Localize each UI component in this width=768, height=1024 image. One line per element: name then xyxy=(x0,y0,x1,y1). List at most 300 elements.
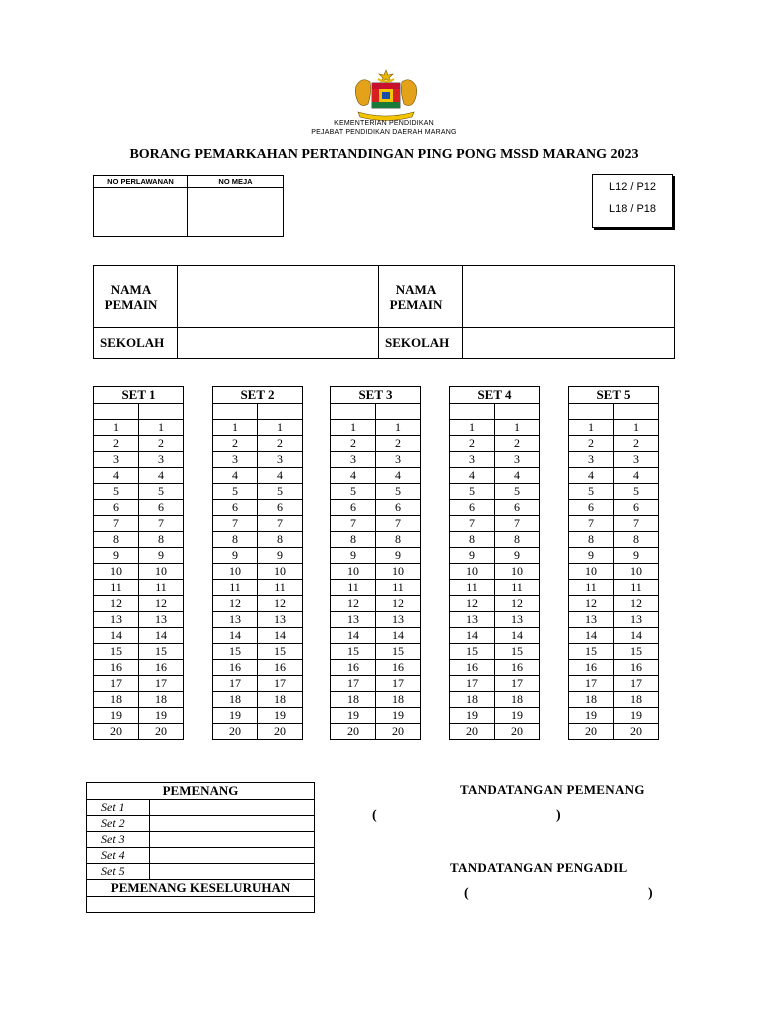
winner-set-5-field[interactable] xyxy=(150,864,315,880)
player1-point-cell[interactable]: 19 xyxy=(331,708,376,724)
player1-point-cell[interactable]: 5 xyxy=(213,484,258,500)
player1-point-cell[interactable]: 2 xyxy=(450,436,495,452)
player1-point-cell[interactable]: 9 xyxy=(94,548,139,564)
match-no-header: NO PERLAWANAN xyxy=(94,176,188,188)
point-row xyxy=(94,452,184,468)
player2-point-cell[interactable]: 14 xyxy=(376,628,421,644)
player2-score-header[interactable] xyxy=(495,404,540,420)
point-row xyxy=(213,644,303,660)
player1-point-cell[interactable]: 17 xyxy=(94,676,139,692)
match-no-field[interactable] xyxy=(94,188,188,237)
player2-point-cell[interactable]: 20 xyxy=(495,724,540,740)
player1-score-header[interactable] xyxy=(331,404,376,420)
point-row xyxy=(213,500,303,516)
player1-point-cell[interactable]: 16 xyxy=(94,660,139,676)
point-row xyxy=(569,692,659,708)
player1-point-cell[interactable]: 8 xyxy=(331,532,376,548)
player1-point-cell[interactable]: 7 xyxy=(331,516,376,532)
player2-point-cell[interactable]: 8 xyxy=(139,532,184,548)
player1-point-cell[interactable]: 3 xyxy=(94,452,139,468)
player2-point-cell[interactable]: 4 xyxy=(614,468,659,484)
point-row xyxy=(331,420,421,436)
player1-school-field[interactable] xyxy=(178,328,379,359)
player2-point-cell[interactable]: 20 xyxy=(139,724,184,740)
player2-point-cell[interactable]: 10 xyxy=(614,564,659,580)
player1-point-cell[interactable]: 16 xyxy=(569,660,614,676)
player1-point-cell[interactable]: 10 xyxy=(331,564,376,580)
player2-point-cell[interactable]: 9 xyxy=(495,548,540,564)
set-5-table xyxy=(568,386,659,740)
player2-point-cell[interactable]: 14 xyxy=(614,628,659,644)
player2-point-cell[interactable]: 19 xyxy=(614,708,659,724)
point-row xyxy=(213,516,303,532)
point-row xyxy=(450,484,540,500)
player2-point-cell[interactable]: 3 xyxy=(495,452,540,468)
player1-point-cell[interactable]: 12 xyxy=(94,596,139,612)
point-row xyxy=(331,532,421,548)
player2-point-cell[interactable]: 13 xyxy=(258,612,303,628)
set-3-table xyxy=(330,386,421,740)
player2-point-cell[interactable]: 11 xyxy=(376,580,421,596)
winner-set-4-field[interactable] xyxy=(150,848,315,864)
player1-point-cell[interactable]: 9 xyxy=(213,548,258,564)
player2-point-cell[interactable]: 16 xyxy=(614,660,659,676)
player1-point-cell[interactable]: 1 xyxy=(450,420,495,436)
point-row xyxy=(450,708,540,724)
point-row xyxy=(569,564,659,580)
player2-point-cell[interactable]: 14 xyxy=(139,628,184,644)
player2-point-cell[interactable]: 3 xyxy=(614,452,659,468)
player1-point-cell[interactable]: 15 xyxy=(94,644,139,660)
player1-point-cell[interactable]: 10 xyxy=(94,564,139,580)
player2-point-cell[interactable]: 10 xyxy=(258,564,303,580)
player1-point-cell[interactable]: 8 xyxy=(213,532,258,548)
player2-point-cell[interactable]: 8 xyxy=(614,532,659,548)
player2-point-cell[interactable]: 4 xyxy=(495,468,540,484)
player2-point-cell[interactable]: 1 xyxy=(614,420,659,436)
point-row xyxy=(450,628,540,644)
player1-point-cell[interactable]: 19 xyxy=(569,708,614,724)
player1-point-cell[interactable]: 5 xyxy=(331,484,376,500)
player1-point-cell[interactable]: 3 xyxy=(450,452,495,468)
player2-point-cell[interactable]: 9 xyxy=(139,548,184,564)
player1-point-cell[interactable]: 18 xyxy=(94,692,139,708)
player2-score-header[interactable] xyxy=(258,404,303,420)
player2-point-cell[interactable]: 5 xyxy=(495,484,540,500)
player2-point-cell[interactable]: 13 xyxy=(376,612,421,628)
player1-name-field[interactable] xyxy=(178,266,379,328)
player-table xyxy=(93,265,675,359)
player2-point-cell[interactable]: 6 xyxy=(139,500,184,516)
player1-point-cell[interactable]: 5 xyxy=(450,484,495,500)
player1-score-header[interactable] xyxy=(569,404,614,420)
player2-point-cell[interactable]: 20 xyxy=(376,724,421,740)
player2-point-cell[interactable]: 18 xyxy=(139,692,184,708)
player1-point-cell[interactable]: 18 xyxy=(450,692,495,708)
player1-point-cell[interactable]: 1 xyxy=(569,420,614,436)
referee-signature-field[interactable] xyxy=(477,886,642,904)
player1-score-header[interactable] xyxy=(94,404,139,420)
point-row xyxy=(94,676,184,692)
player2-point-cell[interactable]: 6 xyxy=(614,500,659,516)
player1-point-cell[interactable]: 2 xyxy=(569,436,614,452)
player2-point-cell[interactable]: 4 xyxy=(139,468,184,484)
player1-point-cell[interactable]: 4 xyxy=(450,468,495,484)
player2-score-header[interactable] xyxy=(614,404,659,420)
player1-point-cell[interactable]: 12 xyxy=(569,596,614,612)
player2-point-cell[interactable]: 5 xyxy=(258,484,303,500)
point-row xyxy=(94,516,184,532)
point-row xyxy=(94,564,184,580)
player1-point-cell[interactable]: 20 xyxy=(94,724,139,740)
winner-set-2-field[interactable] xyxy=(150,816,315,832)
player1-point-cell[interactable]: 6 xyxy=(94,500,139,516)
player2-point-cell[interactable]: 20 xyxy=(258,724,303,740)
player2-point-cell[interactable]: 20 xyxy=(614,724,659,740)
player1-point-cell[interactable]: 10 xyxy=(450,564,495,580)
player2-point-cell[interactable]: 7 xyxy=(495,516,540,532)
player1-point-cell[interactable]: 6 xyxy=(213,500,258,516)
player2-score-header[interactable] xyxy=(139,404,184,420)
player1-point-cell[interactable]: 2 xyxy=(213,436,258,452)
player1-point-cell[interactable]: 14 xyxy=(94,628,139,644)
player2-point-cell[interactable]: 19 xyxy=(495,708,540,724)
player2-point-cell[interactable]: 19 xyxy=(258,708,303,724)
player1-point-cell[interactable]: 18 xyxy=(569,692,614,708)
point-row xyxy=(331,500,421,516)
player1-point-cell[interactable]: 20 xyxy=(213,724,258,740)
point-row xyxy=(331,660,421,676)
point-row xyxy=(94,724,184,740)
player1-point-cell[interactable]: 4 xyxy=(213,468,258,484)
player1-point-cell[interactable]: 6 xyxy=(569,500,614,516)
player1-point-cell[interactable]: 16 xyxy=(213,660,258,676)
player2-point-cell[interactable]: 2 xyxy=(139,436,184,452)
overall-winner-label: PEMENANG KESELURUHAN xyxy=(87,880,315,897)
player2-point-cell[interactable]: 12 xyxy=(258,596,303,612)
set-heading: SET 2 xyxy=(213,387,303,404)
point-row xyxy=(213,548,303,564)
player2-point-cell[interactable]: 10 xyxy=(139,564,184,580)
player1-point-cell[interactable]: 4 xyxy=(331,468,376,484)
player1-point-cell[interactable]: 7 xyxy=(213,516,258,532)
player1-score-header[interactable] xyxy=(450,404,495,420)
player1-point-cell[interactable]: 15 xyxy=(213,644,258,660)
player2-point-cell[interactable]: 2 xyxy=(258,436,303,452)
player2-point-cell[interactable]: 9 xyxy=(614,548,659,564)
player2-point-cell[interactable]: 11 xyxy=(495,580,540,596)
player1-point-cell[interactable]: 3 xyxy=(331,452,376,468)
player2-point-cell[interactable]: 17 xyxy=(614,676,659,692)
player1-point-cell[interactable]: 15 xyxy=(450,644,495,660)
winner-set-3-label: Set 3 xyxy=(87,832,150,848)
player2-point-cell[interactable]: 1 xyxy=(495,420,540,436)
player2-point-cell[interactable]: 19 xyxy=(376,708,421,724)
point-row xyxy=(331,596,421,612)
player1-point-cell[interactable]: 9 xyxy=(331,548,376,564)
player1-point-cell[interactable]: 14 xyxy=(331,628,376,644)
point-row xyxy=(331,724,421,740)
player2-point-cell[interactable]: 11 xyxy=(258,580,303,596)
player1-point-cell[interactable]: 11 xyxy=(94,580,139,596)
player2-point-cell[interactable]: 18 xyxy=(258,692,303,708)
player1-point-cell[interactable]: 8 xyxy=(94,532,139,548)
point-row xyxy=(569,580,659,596)
player2-point-cell[interactable]: 18 xyxy=(376,692,421,708)
crest-logo xyxy=(348,68,424,122)
point-row xyxy=(569,660,659,676)
player2-point-cell[interactable]: 11 xyxy=(139,580,184,596)
set-4-table xyxy=(449,386,540,740)
player1-point-cell[interactable]: 11 xyxy=(213,580,258,596)
player2-name-label xyxy=(379,266,463,328)
player2-point-cell[interactable]: 1 xyxy=(376,420,421,436)
table-no-field[interactable] xyxy=(188,188,284,237)
player1-point-cell[interactable]: 3 xyxy=(569,452,614,468)
player1-point-cell[interactable]: 14 xyxy=(450,628,495,644)
player2-point-cell[interactable]: 13 xyxy=(495,612,540,628)
player2-point-cell[interactable]: 5 xyxy=(376,484,421,500)
player1-school-label: SEKOLAH xyxy=(94,328,178,359)
player1-point-cell[interactable]: 7 xyxy=(569,516,614,532)
player2-point-cell[interactable]: 7 xyxy=(258,516,303,532)
player2-point-cell[interactable]: 1 xyxy=(139,420,184,436)
player2-point-cell[interactable]: 15 xyxy=(495,644,540,660)
player2-point-cell[interactable]: 9 xyxy=(376,548,421,564)
player1-point-cell[interactable]: 10 xyxy=(569,564,614,580)
point-row xyxy=(213,612,303,628)
player2-name-field[interactable] xyxy=(463,266,675,328)
point-row xyxy=(450,580,540,596)
player1-point-cell[interactable]: 8 xyxy=(450,532,495,548)
player2-point-cell[interactable]: 2 xyxy=(614,436,659,452)
point-row xyxy=(331,484,421,500)
point-row xyxy=(331,452,421,468)
point-row xyxy=(569,548,659,564)
point-row xyxy=(331,516,421,532)
player2-point-cell[interactable]: 3 xyxy=(258,452,303,468)
player2-point-cell[interactable]: 7 xyxy=(614,516,659,532)
match-info-table xyxy=(93,175,284,237)
player1-point-cell[interactable]: 1 xyxy=(94,420,139,436)
player1-point-cell[interactable]: 14 xyxy=(569,628,614,644)
point-row xyxy=(569,676,659,692)
player2-point-cell[interactable]: 6 xyxy=(495,500,540,516)
player1-point-cell[interactable]: 19 xyxy=(213,708,258,724)
player2-school-field[interactable] xyxy=(463,328,675,359)
player2-point-cell[interactable]: 16 xyxy=(139,660,184,676)
player1-point-cell[interactable]: 10 xyxy=(213,564,258,580)
player2-point-cell[interactable]: 14 xyxy=(258,628,303,644)
point-row xyxy=(213,580,303,596)
point-row xyxy=(331,468,421,484)
player2-point-cell[interactable]: 3 xyxy=(139,452,184,468)
player1-point-cell[interactable]: 19 xyxy=(450,708,495,724)
point-row xyxy=(94,660,184,676)
player1-point-cell[interactable]: 13 xyxy=(94,612,139,628)
point-row xyxy=(213,452,303,468)
player1-point-cell[interactable]: 4 xyxy=(94,468,139,484)
point-row xyxy=(94,420,184,436)
category-l18: L18 / P18 xyxy=(608,203,657,215)
point-row xyxy=(569,724,659,740)
player1-point-cell[interactable]: 2 xyxy=(94,436,139,452)
player2-point-cell[interactable]: 14 xyxy=(495,628,540,644)
player1-point-cell[interactable]: 16 xyxy=(331,660,376,676)
point-row xyxy=(213,436,303,452)
player1-point-cell[interactable]: 11 xyxy=(331,580,376,596)
point-row xyxy=(213,660,303,676)
player1-point-cell[interactable]: 5 xyxy=(94,484,139,500)
player1-point-cell[interactable]: 5 xyxy=(569,484,614,500)
player2-point-cell[interactable]: 4 xyxy=(258,468,303,484)
winner-set-1-field[interactable] xyxy=(150,800,315,816)
player1-point-cell[interactable]: 2 xyxy=(331,436,376,452)
point-row xyxy=(331,564,421,580)
player1-point-cell[interactable]: 13 xyxy=(331,612,376,628)
player2-point-cell[interactable]: 8 xyxy=(376,532,421,548)
player2-point-cell[interactable]: 13 xyxy=(139,612,184,628)
player2-point-cell[interactable]: 13 xyxy=(614,612,659,628)
point-row xyxy=(331,692,421,708)
winner-set-3-field[interactable] xyxy=(150,832,315,848)
point-row xyxy=(213,596,303,612)
player1-point-cell[interactable]: 9 xyxy=(569,548,614,564)
player1-point-cell[interactable]: 6 xyxy=(331,500,376,516)
point-row xyxy=(569,484,659,500)
player1-point-cell[interactable]: 18 xyxy=(331,692,376,708)
player2-point-cell[interactable]: 18 xyxy=(495,692,540,708)
player1-point-cell[interactable]: 13 xyxy=(213,612,258,628)
player2-point-cell[interactable]: 17 xyxy=(258,676,303,692)
player1-point-cell[interactable]: 12 xyxy=(450,596,495,612)
player2-point-cell[interactable]: 12 xyxy=(495,596,540,612)
player1-point-cell[interactable]: 11 xyxy=(569,580,614,596)
player2-point-cell[interactable]: 12 xyxy=(614,596,659,612)
player2-point-cell[interactable]: 3 xyxy=(376,452,421,468)
player2-point-cell[interactable]: 7 xyxy=(376,516,421,532)
player2-point-cell[interactable]: 12 xyxy=(376,596,421,612)
player1-point-cell[interactable]: 3 xyxy=(213,452,258,468)
player1-point-cell[interactable]: 9 xyxy=(450,548,495,564)
player2-point-cell[interactable]: 16 xyxy=(376,660,421,676)
point-row xyxy=(450,452,540,468)
player1-point-cell[interactable]: 12 xyxy=(213,596,258,612)
player1-point-cell[interactable]: 13 xyxy=(450,612,495,628)
player1-point-cell[interactable]: 15 xyxy=(331,644,376,660)
player1-point-cell[interactable]: 17 xyxy=(450,676,495,692)
player1-point-cell[interactable]: 12 xyxy=(331,596,376,612)
player2-point-cell[interactable]: 5 xyxy=(614,484,659,500)
player2-point-cell[interactable]: 16 xyxy=(495,660,540,676)
player2-point-cell[interactable]: 8 xyxy=(258,532,303,548)
player2-point-cell[interactable]: 15 xyxy=(258,644,303,660)
winner-signature-label: TANDATANGAN PEMENANG xyxy=(460,782,645,797)
player2-point-cell[interactable]: 10 xyxy=(376,564,421,580)
point-row xyxy=(450,676,540,692)
player1-point-cell[interactable]: 4 xyxy=(569,468,614,484)
point-row xyxy=(213,468,303,484)
player1-point-cell[interactable]: 17 xyxy=(213,676,258,692)
player1-point-cell[interactable]: 20 xyxy=(331,724,376,740)
player1-point-cell[interactable]: 8 xyxy=(569,532,614,548)
player1-point-cell[interactable]: 13 xyxy=(569,612,614,628)
player1-point-cell[interactable]: 16 xyxy=(450,660,495,676)
player2-point-cell[interactable]: 15 xyxy=(139,644,184,660)
player2-point-cell[interactable]: 6 xyxy=(258,500,303,516)
point-row xyxy=(569,468,659,484)
overall-winner-field[interactable] xyxy=(87,897,315,913)
player2-point-cell[interactable]: 16 xyxy=(258,660,303,676)
player2-point-cell[interactable]: 4 xyxy=(376,468,421,484)
point-row xyxy=(450,564,540,580)
player2-point-cell[interactable]: 18 xyxy=(614,692,659,708)
player2-point-cell[interactable]: 15 xyxy=(376,644,421,660)
page-title: BORANG PEMARKAHAN PERTANDINGAN PING PONG MSSD MARANG 2023 xyxy=(129,147,639,162)
category-l12: L12 / P12 xyxy=(608,181,657,193)
point-row xyxy=(94,468,184,484)
player1-point-cell[interactable]: 19 xyxy=(94,708,139,724)
referee-signature-close-paren: ) xyxy=(648,886,653,901)
player2-point-cell[interactable]: 5 xyxy=(139,484,184,500)
player1-point-cell[interactable]: 11 xyxy=(450,580,495,596)
player2-point-cell[interactable]: 1 xyxy=(258,420,303,436)
player2-point-cell[interactable]: 11 xyxy=(614,580,659,596)
winner-signature-open-paren: ( xyxy=(372,808,377,823)
player1-point-cell[interactable]: 14 xyxy=(213,628,258,644)
point-row xyxy=(94,644,184,660)
player2-point-cell[interactable]: 17 xyxy=(376,676,421,692)
player1-point-cell[interactable]: 7 xyxy=(450,516,495,532)
player2-point-cell[interactable]: 8 xyxy=(495,532,540,548)
player2-point-cell[interactable]: 10 xyxy=(495,564,540,580)
referee-signature-open-paren: ( xyxy=(464,886,469,901)
point-row xyxy=(213,724,303,740)
point-row xyxy=(94,692,184,708)
player1-point-cell[interactable]: 1 xyxy=(213,420,258,436)
set-2-table xyxy=(212,386,303,740)
player1-point-cell[interactable]: 6 xyxy=(450,500,495,516)
player2-point-cell[interactable]: 9 xyxy=(258,548,303,564)
player1-point-cell[interactable]: 18 xyxy=(213,692,258,708)
player1-point-cell[interactable]: 7 xyxy=(94,516,139,532)
player2-point-cell[interactable]: 2 xyxy=(495,436,540,452)
player2-point-cell[interactable]: 19 xyxy=(139,708,184,724)
point-row xyxy=(94,484,184,500)
player1-score-header[interactable] xyxy=(213,404,258,420)
point-row xyxy=(213,420,303,436)
player2-point-cell[interactable]: 17 xyxy=(139,676,184,692)
player1-point-cell[interactable]: 20 xyxy=(450,724,495,740)
player2-point-cell[interactable]: 6 xyxy=(376,500,421,516)
winner-signature-field[interactable] xyxy=(385,808,550,826)
player2-point-cell[interactable]: 15 xyxy=(614,644,659,660)
point-row xyxy=(94,436,184,452)
point-row xyxy=(450,516,540,532)
player1-point-cell[interactable]: 20 xyxy=(569,724,614,740)
player2-point-cell[interactable]: 12 xyxy=(139,596,184,612)
point-row xyxy=(331,612,421,628)
player1-point-cell[interactable]: 15 xyxy=(569,644,614,660)
player1-point-cell[interactable]: 17 xyxy=(569,676,614,692)
player1-point-cell[interactable]: 17 xyxy=(331,676,376,692)
player1-point-cell[interactable]: 1 xyxy=(331,420,376,436)
player2-point-cell[interactable]: 7 xyxy=(139,516,184,532)
player2-point-cell[interactable]: 2 xyxy=(376,436,421,452)
name-label-line2: PEMAIN xyxy=(389,296,443,312)
player2-point-cell[interactable]: 17 xyxy=(495,676,540,692)
player2-score-header[interactable] xyxy=(376,404,421,420)
